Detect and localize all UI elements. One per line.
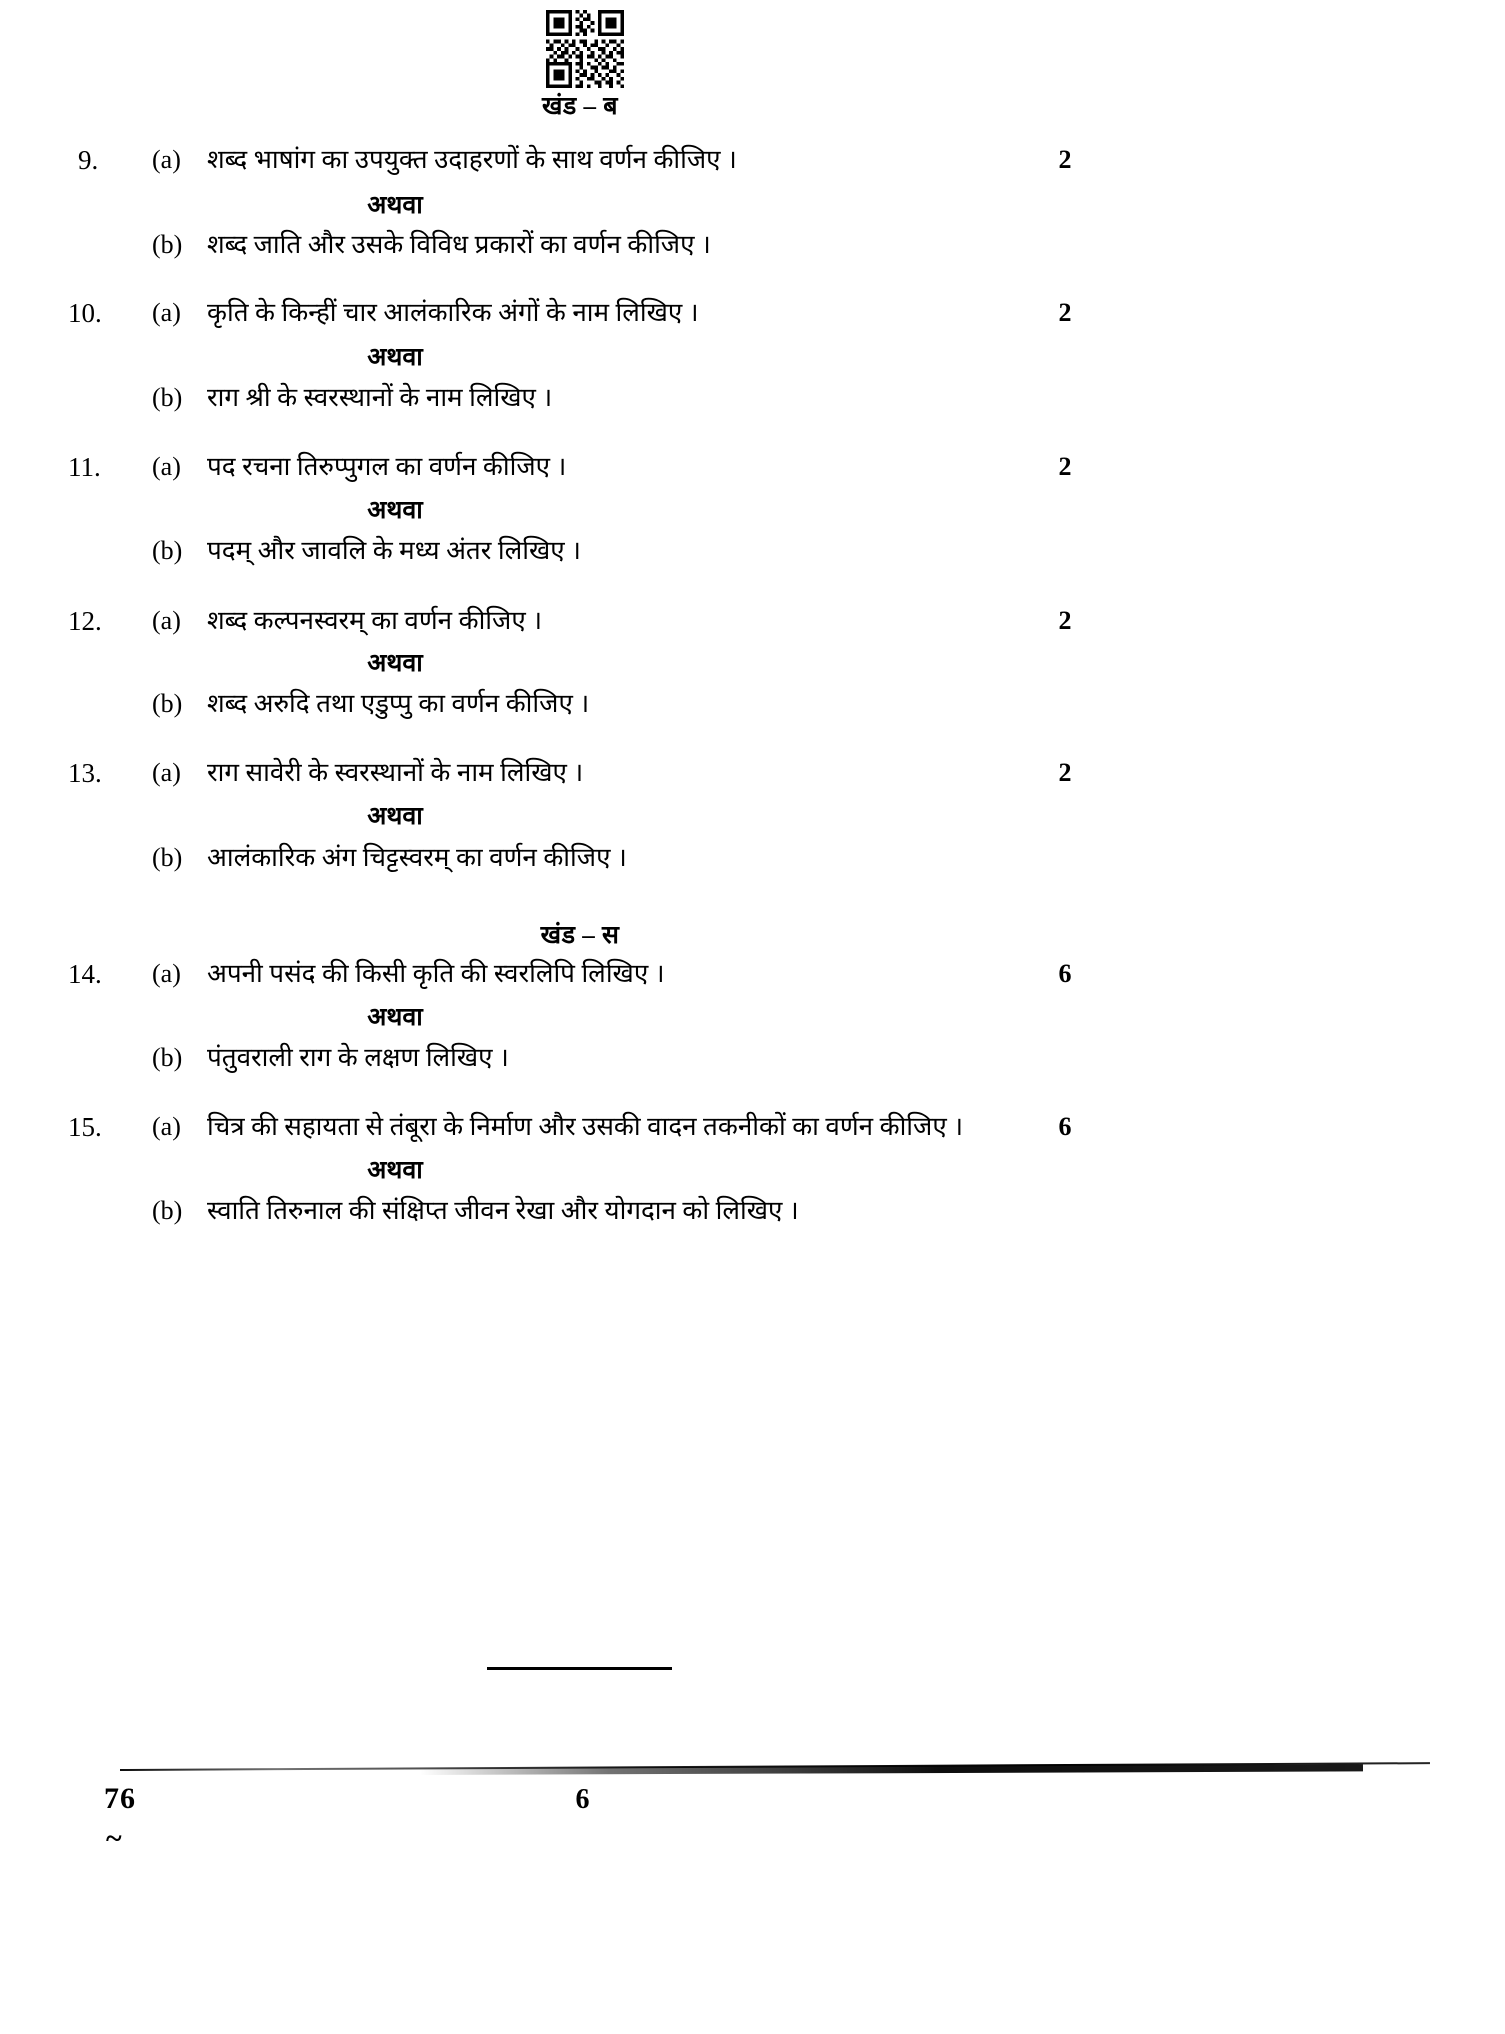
scan-smear-line [120,1760,1430,1778]
or-separator: अथवा [367,650,423,677]
question-number: 11. [68,452,101,482]
or-separator: अथवा [367,344,423,371]
option-label: (a) [152,452,181,481]
question-row [0,228,1160,268]
question-text: अपनी पसंद की किसी कृति की स्वरलिपि लिखिए । [207,959,665,988]
question-text: पद रचना तिरुप्पुगल का वर्णन कीजिए । [207,452,567,481]
question-text: शब्द अरुदि तथा एडुप्पु का वर्णन कीजिए । [207,689,590,718]
option-label: (b) [152,230,183,259]
question-text: आलंकारिक अंग चिट्टस्वरम् का वर्णन कीजिए । [207,843,627,872]
option-label: (a) [152,959,181,988]
option-label: (a) [152,1112,181,1141]
option-label: (b) [152,1196,183,1225]
question-row [0,957,1160,997]
question-text: शब्द भाषांग का उपयुक्त उदाहरणों के साथ वर्णन कीजिए । [207,145,737,174]
question-row [0,756,1160,796]
option-label: (a) [152,145,181,174]
or-separator: अथवा [367,1157,423,1184]
question-marks: 2 [1058,758,1072,787]
end-of-paper-rule [487,1667,672,1670]
question-text: स्वाति तिरुनाल की संक्षिप्त जीवन रेखा और योगदान को लिखिए । [207,1196,799,1225]
question-row [0,534,1160,574]
question-row [0,296,1160,336]
question-text: शब्द कल्पनस्वरम् का वर्णन कीजिए । [207,606,543,635]
or-separator: अथवा [367,497,423,524]
or-separator: अथवा [367,192,423,219]
question-row [0,1041,1160,1081]
question-marks: 6 [1058,1112,1072,1141]
question-text: पंतुवराली राग के लक्षण लिखिए । [207,1043,509,1072]
option-label: (b) [152,843,183,872]
question-row [0,841,1160,881]
page-number: 6 [575,1784,590,1815]
question-marks: 2 [1058,298,1072,327]
question-row [0,687,1160,727]
option-label: (a) [152,758,181,787]
question-row [0,1110,1160,1150]
question-marks: 6 [1058,959,1072,988]
question-text: पदम् और जावलि के मध्य अंतर लिखिए । [207,536,581,565]
or-separator: अथवा [367,803,423,830]
question-row [0,1194,1160,1234]
option-label: (b) [152,1043,183,1072]
section-heading-c: खंड – स [540,922,620,949]
question-text: शब्द जाति और उसके विविध प्रकारों का वर्णन कीजिए । [207,230,711,259]
question-row [0,143,1160,183]
question-marks: 2 [1058,606,1072,635]
question-row [0,381,1160,421]
option-label: (a) [152,298,181,327]
option-label: (a) [152,606,181,635]
question-number: 9. [78,145,99,175]
question-number: 13. [68,758,102,788]
or-separator: अथवा [367,1004,423,1031]
question-row [0,450,1160,490]
option-label: (b) [152,383,183,412]
question-marks: 2 [1058,145,1072,174]
question-text: कृति के किन्हीं चार आलंकारिक अंगों के नाम लिखिए । [207,298,699,327]
question-number: 10. [68,298,102,328]
question-row [0,604,1160,644]
question-number: 15. [68,1112,102,1142]
option-label: (b) [152,536,183,565]
question-text: राग सावेरी के स्वरस्थानों के नाम लिखिए । [207,758,584,787]
question-text: चित्र की सहायता से तंबूरा के निर्माण और उसकी वादन तकनीकों का वर्णन कीजिए । [207,1112,964,1141]
section-heading-b: खंड – ब [541,93,619,120]
question-number: 12. [68,606,102,636]
footer-mark: ~ [106,1822,122,1855]
paper-code: 76 [104,1782,136,1815]
option-label: (b) [152,689,183,718]
qr-code-icon [540,10,630,88]
question-marks: 2 [1058,452,1072,481]
question-text: राग श्री के स्वरस्थानों के नाम लिखिए । [207,383,553,412]
question-number: 14. [68,959,102,989]
